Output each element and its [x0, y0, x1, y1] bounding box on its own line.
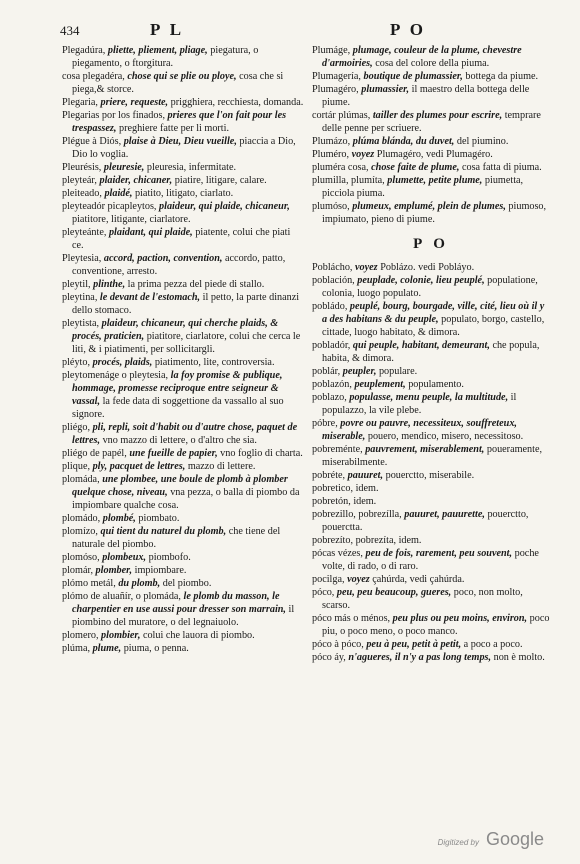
dictionary-entry — [62, 421, 304, 447]
entry-french-gloss: pli, repli, soit d'habit ou d'autre chose, paquet de lettres, — [72, 422, 298, 446]
entry-headword: pobretón, — [312, 496, 351, 507]
entry-italian-gloss: piombato. — [138, 513, 180, 524]
section-heading-po: P O — [413, 236, 449, 252]
dictionary-entry — [62, 460, 304, 473]
dictionary-entry — [62, 44, 304, 70]
dictionary-entry — [62, 525, 304, 551]
dictionary-entry — [312, 70, 550, 83]
dictionary-entry — [62, 317, 304, 356]
dictionary-entry — [62, 200, 304, 226]
digitized-watermark — [438, 829, 544, 850]
entry-headword: póco, — [312, 587, 335, 598]
running-header — [60, 20, 550, 40]
entry-headword: plumóso, — [312, 201, 350, 212]
digitized-by-label: Digitized by — [437, 838, 479, 847]
entry-french-gloss: prieres que l'on fait pour les trespassez, — [72, 110, 287, 134]
entry-french-gloss: pleuresie, — [103, 162, 145, 173]
dictionary-entry — [312, 378, 550, 391]
entry-italian-gloss: piegatura, o piegamento, o ftorgitura. — [72, 45, 259, 69]
entry-headword: Plumagéro, — [312, 84, 359, 95]
dictionary-entry — [62, 551, 304, 564]
entry-headword: pobladór, — [312, 340, 351, 351]
dictionary-entry — [62, 629, 304, 642]
entry-italian-gloss: piombofo. — [148, 552, 191, 563]
dictionary-entry — [312, 44, 550, 70]
entry-french-gloss: plaidant, qui plaide, — [108, 227, 193, 238]
entry-italian-gloss: non è molto. — [493, 652, 545, 663]
right-column — [312, 44, 550, 664]
dictionary-entry — [62, 590, 304, 629]
entry-french-gloss: la foy promise & publique, hommage, promesse reciproque entre seigneur & vassal, — [72, 370, 283, 407]
entry-french-gloss: plume, — [92, 643, 122, 654]
entry-headword: pleytil, — [62, 279, 91, 290]
entry-italian-gloss: preghiere fatte per li morti. — [118, 123, 230, 134]
entry-headword: plúma, — [62, 643, 91, 654]
dictionary-entry — [62, 226, 304, 252]
entry-headword: pobretico, — [312, 483, 354, 494]
entry-headword: plomóso, — [62, 552, 100, 563]
entry-french-gloss: qui tient du naturel du plomb, — [100, 526, 227, 537]
entry-italian-gloss: piatito, litigato, ciarlato. — [135, 188, 234, 199]
entry-italian-gloss: il piombino del muratore, o del legnaiuolo. — [72, 604, 295, 628]
entry-headword: plomáda, — [62, 474, 100, 485]
dictionary-entry — [62, 252, 304, 278]
entry-french-gloss: plumeux, emplumé, plein de plumes, — [352, 201, 506, 212]
entry-french-gloss: boutique de plumassier, — [363, 71, 463, 82]
entry-french-gloss: peu, peu beaucoup, gueres, — [336, 587, 452, 598]
right-column-entries-pl — [312, 44, 550, 226]
dictionary-entry — [312, 365, 550, 378]
dictionary-entry — [62, 135, 304, 161]
entry-italian-gloss: çahúrda, vedi çahúrda. — [372, 574, 465, 585]
entry-french-gloss: qui peuple, habitant, demeurant, — [352, 340, 490, 351]
entry-headword: cortár plúmas, — [312, 110, 371, 121]
entry-headword: póbre, — [312, 418, 338, 429]
entry-italian-gloss: piumoso, impiumato, pieno di piume. — [322, 201, 547, 225]
entry-italian-gloss: Poblázo. vedi Pobláyo. — [380, 262, 475, 273]
dictionary-entry — [62, 96, 304, 109]
entry-italian-gloss: populatione, colonia, luogo populato. — [322, 275, 538, 299]
entry-french-gloss: tailler des plumes pour escrire, — [372, 110, 503, 121]
entry-italian-gloss: del piombo. — [162, 578, 212, 589]
entry-italian-gloss: piatitore, ciarlatore, colui che cerca le liti, & i piatimenti, per sollicitargli. — [72, 331, 301, 355]
entry-french-gloss: voyez — [355, 262, 378, 273]
entry-headword: pleytista, — [62, 318, 100, 329]
entry-italian-gloss: cosa che si piega,& storce. — [72, 71, 284, 95]
entry-italian-gloss: pouerctto, pouerctta. — [322, 509, 529, 533]
entry-french-gloss: ply, pacquet de lettres, — [92, 461, 186, 472]
entry-italian-gloss: il maestro della bottega delle piume. — [322, 84, 530, 108]
entry-headword: Plégue à Diós, — [62, 136, 122, 147]
entry-italian-gloss: il petto, la parte dinanzi dello stomaco. — [72, 292, 300, 316]
entry-french-gloss: plomber, — [95, 565, 133, 576]
entry-french-gloss: plaideur, qui plaide, chicaneur, — [159, 201, 290, 212]
entry-french-gloss: peu à peu, petit à petit, — [366, 639, 462, 650]
entry-headword: plomero, — [62, 630, 99, 641]
entry-headword: póco más o ménos, — [312, 613, 391, 624]
right-column-title: P O — [390, 20, 426, 39]
entry-italian-gloss: che popula, habita, & dimora. — [322, 340, 540, 364]
google-logo: Google — [485, 829, 544, 849]
dictionary-entry — [62, 473, 304, 512]
dictionary-entry — [62, 369, 304, 421]
entry-italian-gloss: mazzo di lettere. — [187, 461, 256, 472]
dictionary-entry — [62, 642, 304, 655]
entry-french-gloss: pliette, pliement, pliage, — [107, 45, 208, 56]
dictionary-entry — [312, 469, 550, 482]
dictionary-entry — [62, 564, 304, 577]
dictionary-entry — [312, 261, 550, 274]
entry-french-gloss: peuplement, — [354, 379, 406, 390]
entry-italian-gloss: poche volte, di rado, o di raro. — [322, 548, 539, 572]
entry-italian-gloss: populare. — [378, 366, 418, 377]
dictionary-entry — [62, 174, 304, 187]
entry-italian-gloss: la prima pezza del piede di stallo. — [127, 279, 265, 290]
dictionary-entry — [312, 83, 550, 109]
entry-italian-gloss: poueramente, miserabilmente. — [322, 444, 543, 468]
entry-french-gloss: plumage, couleur de la plume, chevestre d'armoiries, — [322, 45, 522, 69]
entry-headword: pobréte, — [312, 470, 346, 481]
dictionary-entry — [312, 651, 550, 664]
entry-headword: plómo de aluañír, o plomáda, — [62, 591, 181, 602]
entry-headword: pleytomenáge o pleytesia, — [62, 370, 169, 381]
entry-french-gloss: plombé, — [102, 513, 136, 524]
entry-italian-gloss: Plumagéro, vedi Plumagéro. — [376, 149, 493, 160]
entry-italian-gloss: del piumino. — [456, 136, 509, 147]
entry-headword: póco à póco, — [312, 639, 364, 650]
left-column — [62, 44, 304, 655]
entry-headword: pleyteadór picapleytos, — [62, 201, 157, 212]
dictionary-entry — [312, 638, 550, 651]
entry-french-gloss: voyez — [351, 149, 375, 160]
left-column-title: P L — [150, 20, 185, 39]
entry-headword: Pleytesia, — [62, 253, 102, 264]
entry-headword: plomízo, — [62, 526, 98, 537]
dictionary-entry — [312, 135, 550, 148]
dictionary-entry — [312, 495, 550, 508]
entry-headword: cosa plegadéra, — [62, 71, 125, 82]
entry-headword: póco áy, — [312, 652, 346, 663]
entry-headword: Plumázo, — [312, 136, 351, 147]
entry-italian-gloss: poco piu, o poco meno, o poco manco. — [322, 613, 550, 637]
dictionary-entry — [62, 187, 304, 200]
entry-headword: plomádo, — [62, 513, 101, 524]
entry-italian-gloss: temprare delle penne per scriuere. — [322, 110, 541, 134]
entry-french-gloss: pauvrement, miserablement, — [365, 444, 485, 455]
entry-italian-gloss: populato, borgo, castello, cittade, luogo habitato, & dimora. — [322, 314, 545, 338]
dictionary-entry — [62, 356, 304, 369]
entry-headword: poblazón, — [312, 379, 352, 390]
entry-french-gloss: populasse, menu peuple, la multitude, — [349, 392, 509, 403]
entry-italian-gloss: pleuresia, infermitate. — [146, 162, 237, 173]
entry-italian-gloss: piatitore, litigante, ciarlatore. — [72, 214, 191, 225]
entry-headword: pobrezillo, pobrezílla, — [312, 509, 402, 520]
entry-italian-gloss: piuma, o penna. — [123, 643, 189, 654]
entry-headword: pobládo, — [312, 301, 348, 312]
entry-french-gloss: plumassier, — [361, 84, 410, 95]
dictionary-entry — [62, 278, 304, 291]
dictionary-entry — [62, 291, 304, 317]
entry-french-gloss: procés, plaids, — [92, 357, 153, 368]
entry-headword: poblazo, — [312, 392, 347, 403]
entry-italian-gloss: idem. — [398, 535, 422, 546]
entry-italian-gloss: piumetta, picciola piuma. — [322, 175, 524, 199]
entry-french-gloss: le devant de l'estomach, — [99, 292, 201, 303]
dictionary-entry — [312, 508, 550, 534]
entry-headword: Pluméro, — [312, 149, 350, 160]
entry-headword: Plegaria, — [62, 97, 98, 108]
dictionary-entry — [62, 512, 304, 525]
dictionary-entry — [62, 109, 304, 135]
entry-italian-gloss: piatimento, lite, controversia. — [154, 357, 275, 368]
entry-italian-gloss: pouero, mendico, misero, necessitoso. — [367, 431, 524, 442]
entry-italian-gloss: che tiene del naturale del piombo. — [72, 526, 281, 550]
entry-italian-gloss: cosa fatta di piuma. — [461, 162, 542, 173]
entry-french-gloss: plombier, — [101, 630, 141, 641]
entry-italian-gloss: vno foglio di charta. — [220, 448, 303, 459]
entry-italian-gloss: pouerctto, miserabile. — [385, 470, 475, 481]
dictionary-entry — [312, 573, 550, 586]
entry-headword: Poblácho, — [312, 262, 353, 273]
dictionary-entry — [312, 274, 550, 300]
entry-french-gloss: plombeux, — [102, 552, 147, 563]
dictionary-entry — [62, 447, 304, 460]
entry-italian-gloss: prigghiera, recchiesta, domanda. — [170, 97, 304, 108]
entry-italian-gloss: idem. — [355, 483, 379, 494]
dictionary-entry — [62, 70, 304, 96]
dictionary-entry — [62, 161, 304, 174]
entry-headword: pléyto, — [62, 357, 91, 368]
entry-headword: pluméra cosa, — [312, 162, 369, 173]
entry-headword: pobreménte, — [312, 444, 363, 455]
entry-italian-gloss: colui che lauora di piombo. — [142, 630, 255, 641]
entry-french-gloss: plúma blánda, du duvet, — [352, 136, 455, 147]
entry-french-gloss: peu de fois, rarement, peu souvent, — [365, 548, 513, 559]
entry-headword: Plumagería, — [312, 71, 361, 82]
right-column-entries-po — [312, 261, 550, 664]
entry-headword: pleyteár, — [62, 175, 97, 186]
page-number: 434 — [60, 23, 80, 38]
entry-italian-gloss: cosa del colore della piuma. — [375, 58, 490, 69]
entry-headword: Plegadúra, — [62, 45, 106, 56]
entry-french-gloss: priere, requeste, — [100, 97, 169, 108]
entry-french-gloss: une plombee, une boule de plomb à plomber quelque chose, niveau, — [72, 474, 288, 498]
entry-italian-gloss: vna pezza, o balla di piombo da impiombare qualche cosa. — [72, 487, 300, 511]
entry-italian-gloss: a poco a poco. — [463, 639, 523, 650]
dictionary-entry — [312, 417, 550, 443]
entry-french-gloss: accord, paction, convention, — [103, 253, 223, 264]
entry-headword: pleytina, — [62, 292, 98, 303]
entry-french-gloss: peuplé, bourg, bourgade, ville, cité, lieu où il y a des habitans & du peuple, — [322, 301, 545, 325]
entry-headword: pliégo, — [62, 422, 91, 433]
entry-french-gloss: voyez — [347, 574, 370, 585]
dictionary-entry — [62, 577, 304, 590]
entry-italian-gloss: piaccia a Dio, Dio lo voglia. — [72, 136, 296, 160]
entry-french-gloss: peuplade, colonie, lieu peuplé, — [357, 275, 485, 286]
entry-french-gloss: chose qui se plie ou ploye, — [127, 71, 237, 82]
entry-french-gloss: le plomb du masson, le charpentier en use aussi pour dresser son marrain, — [72, 591, 286, 615]
entry-french-gloss: n'agueres, il n'y a pas long temps, — [348, 652, 492, 663]
entry-headword: plumilla, plumíta, — [312, 175, 385, 186]
entry-french-gloss: plaideur, chicaneur, qui cherche plaids, & procés, praticien, — [72, 318, 279, 342]
entry-headword: poblár, — [312, 366, 341, 377]
entry-headword: pleyteánte, — [62, 227, 107, 238]
entry-italian-gloss: impiombare. — [134, 565, 187, 576]
entry-french-gloss: plaidé, — [104, 188, 133, 199]
dictionary-entry — [312, 300, 550, 339]
dictionary-entry — [312, 482, 550, 495]
entry-italian-gloss: vno mazzo di lettere, o d'altro che sia. — [102, 435, 257, 446]
entry-headword: pobrezíto, pobrezíta, — [312, 535, 397, 546]
dictionary-entry — [312, 586, 550, 612]
entry-headword: Plegarias por los finados, — [62, 110, 165, 121]
entry-headword: plomár, — [62, 565, 93, 576]
entry-french-gloss: peupler, — [342, 366, 377, 377]
entry-italian-gloss: poco, non molto, scarso. — [322, 587, 523, 611]
dictionary-entry — [312, 534, 550, 547]
entry-italian-gloss: la fede data di soggettione da vassallo al suo signore. — [72, 396, 284, 420]
entry-headword: población, — [312, 275, 355, 286]
entry-italian-gloss: populamento. — [408, 379, 464, 390]
dictionary-entry — [312, 161, 550, 174]
entry-headword: pócas vézes, — [312, 548, 363, 559]
entry-french-gloss: plaise à Dieu, Dieu vueille, — [123, 136, 237, 147]
dictionary-entry — [312, 612, 550, 638]
entry-headword: Pleurésis, — [62, 162, 102, 173]
dictionary-entry — [312, 391, 550, 417]
entry-french-gloss: chose faite de plume, — [371, 162, 460, 173]
dictionary-entry — [312, 109, 550, 135]
entry-headword: Plumáge, — [312, 45, 351, 56]
entry-headword: pleiteado, — [62, 188, 102, 199]
dictionary-entry — [312, 443, 550, 469]
entry-headword: pocilga, — [312, 574, 345, 585]
dictionary-entry — [312, 339, 550, 365]
entry-italian-gloss: idem. — [353, 496, 377, 507]
entry-french-gloss: plaider, chicaner, — [99, 175, 173, 186]
entry-french-gloss: peu plus ou peu moins, environ, — [392, 613, 528, 624]
entry-italian-gloss: bottega da piume. — [465, 71, 539, 82]
entry-italian-gloss: accordo, patto, conventione, arresto. — [72, 253, 286, 277]
entry-french-gloss: une fueille de papier, — [129, 448, 218, 459]
entry-french-gloss: plumette, petite plume, — [387, 175, 483, 186]
entry-french-gloss: pauuret, pauurette, — [404, 509, 485, 520]
dictionary-entry — [312, 174, 550, 200]
entry-italian-gloss: piatente, colui che piati ce. — [72, 227, 291, 251]
entry-french-gloss: du plomb, — [118, 578, 161, 589]
entry-french-gloss: pauuret, — [347, 470, 384, 481]
entry-italian-gloss: piatire, litigare, calare. — [174, 175, 267, 186]
dictionary-entry — [312, 200, 550, 226]
dictionary-entry — [312, 148, 550, 161]
dictionary-entry — [312, 547, 550, 573]
entry-headword: plómo metál, — [62, 578, 116, 589]
entry-headword: pliégo de papél, — [62, 448, 127, 459]
entry-italian-gloss: il populazzo, la vile plebe. — [322, 392, 517, 416]
entry-french-gloss: plinthe, — [93, 279, 126, 290]
entry-headword: plique, — [62, 461, 91, 472]
entry-french-gloss: povre ou pauvre, necessiteux, souffreteux, miserable, — [322, 418, 517, 442]
